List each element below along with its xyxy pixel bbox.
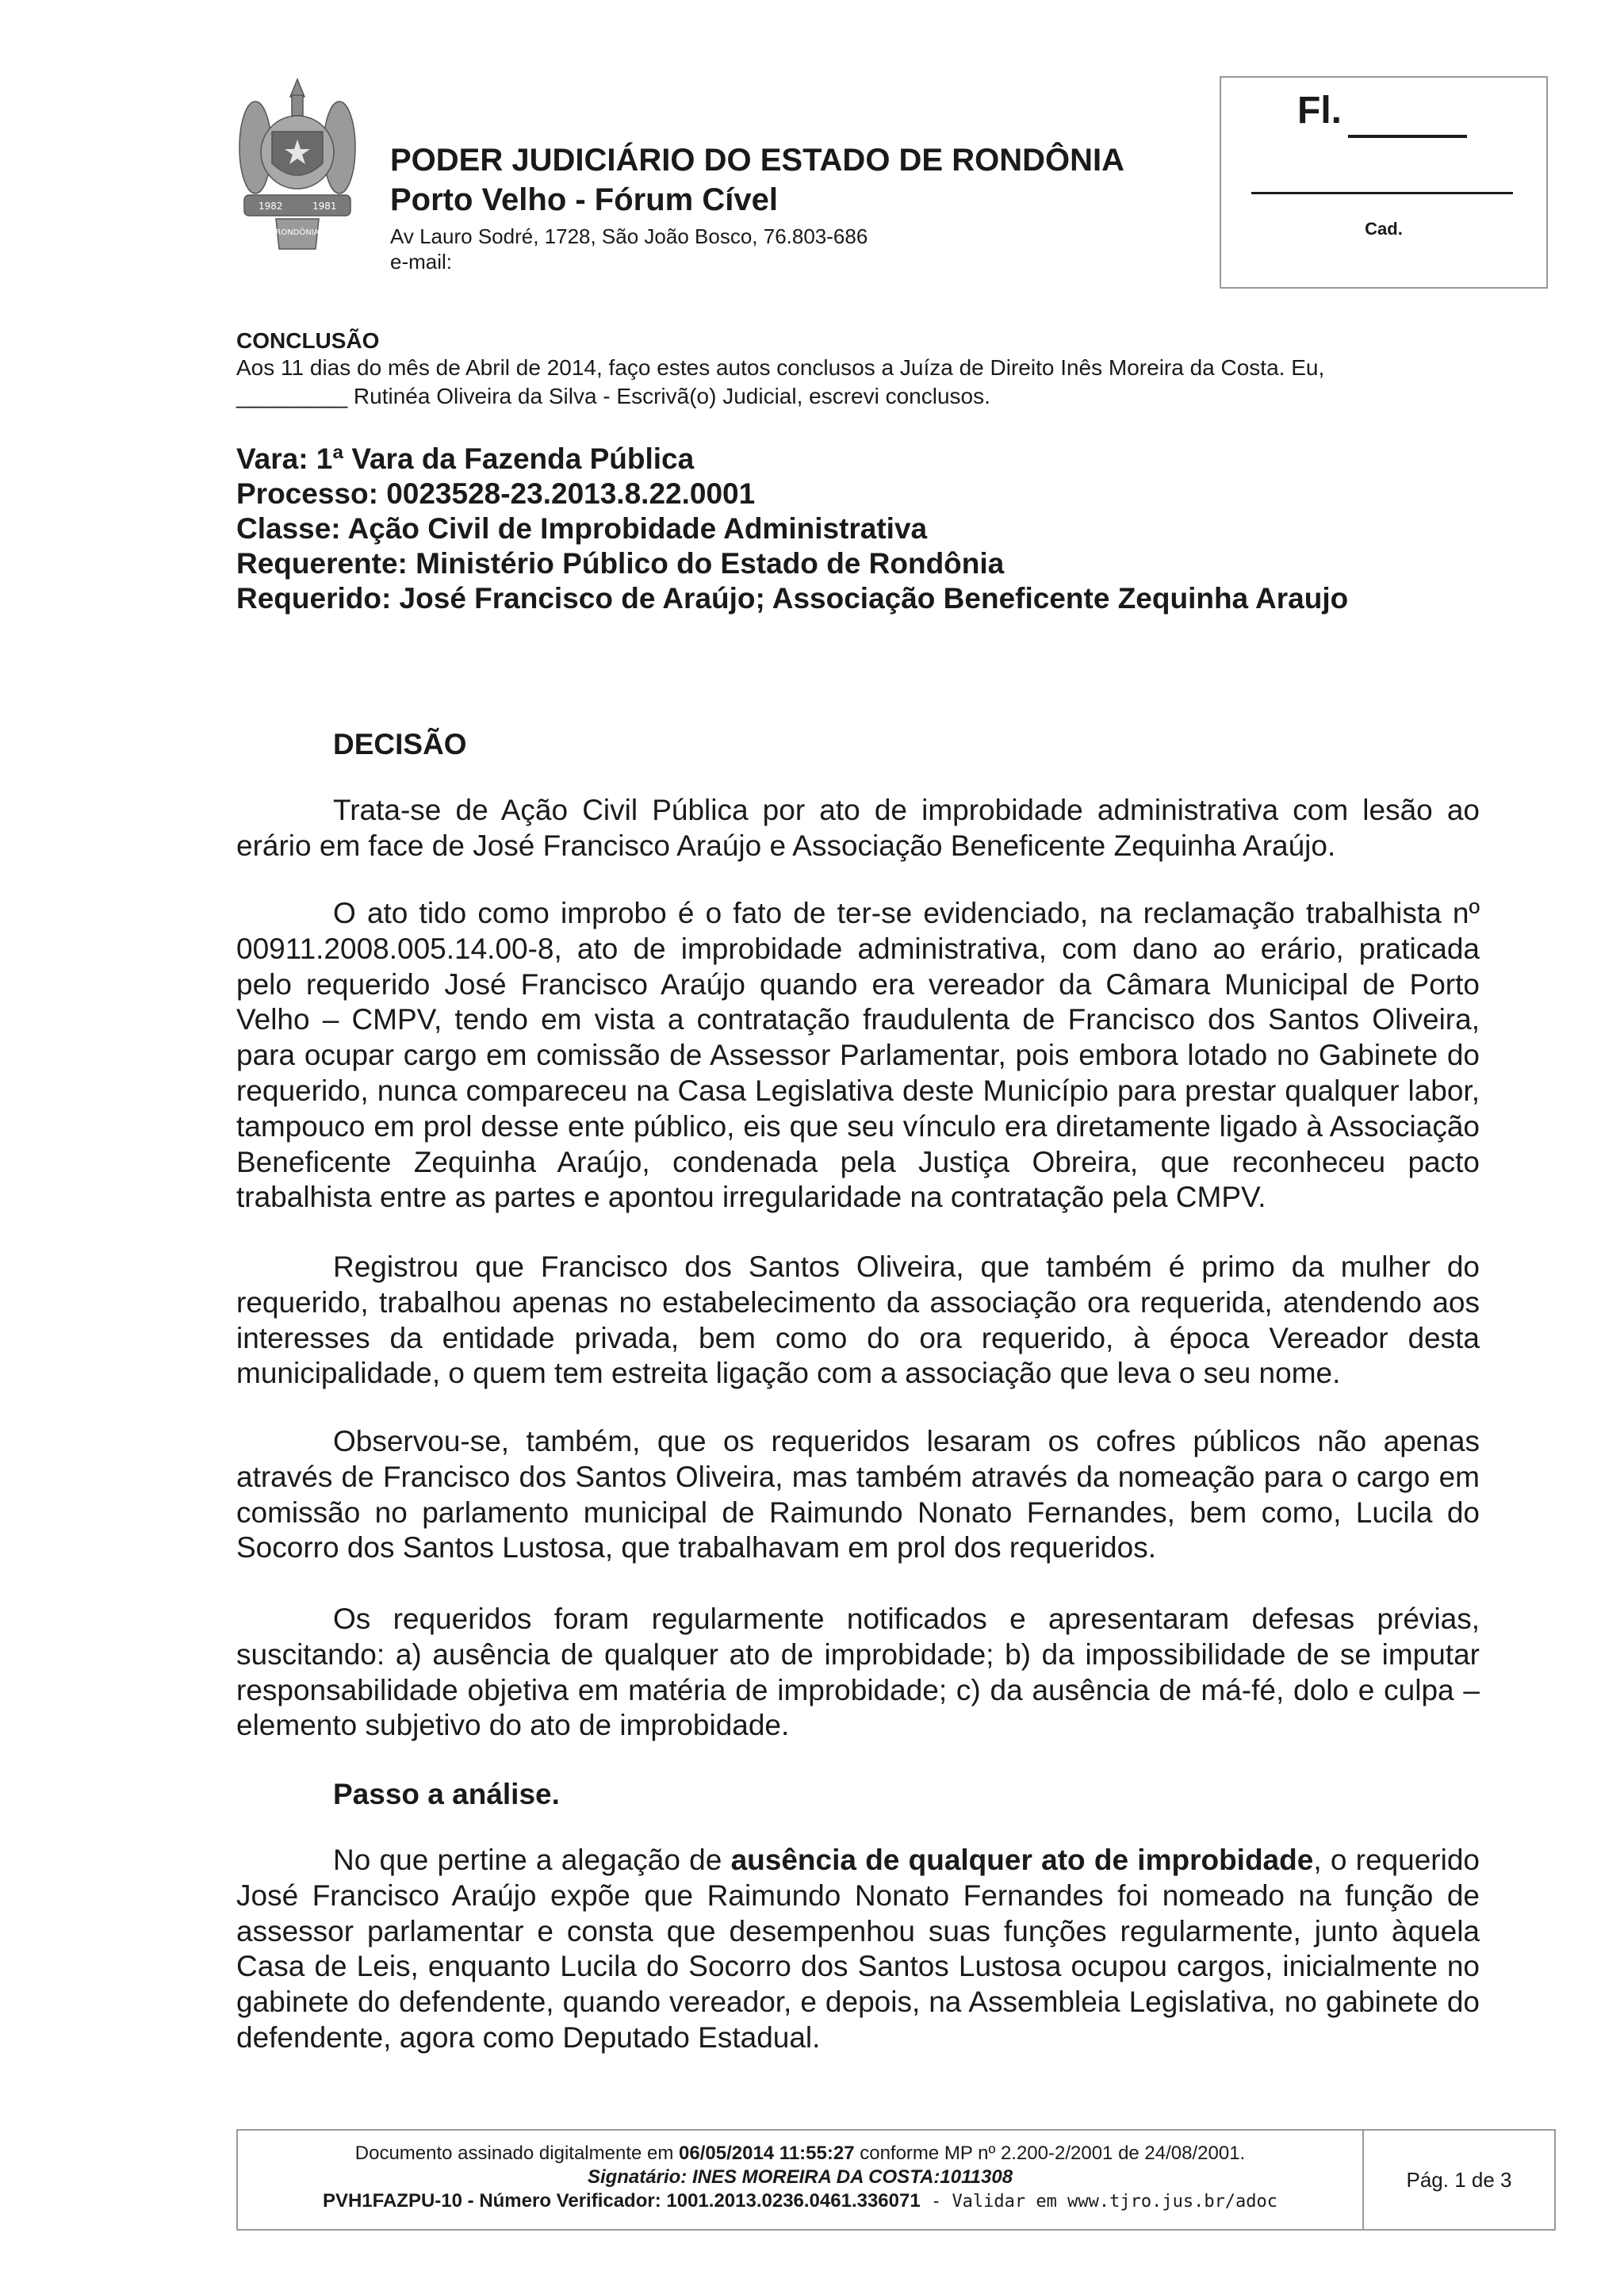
analysis-heading: Passo a análise. <box>333 1778 560 1810</box>
paragraph-3: Registrou que Francisco dos Santos Oliveira, que também é primo da mulher do requerido, trabalhou apenas no estabelecimento da associação ora requerida, atendendo aos interesses da entidade privada, bem como do ora requerido, à época Vereador desta municipalidade, o quem tem estreita ligação com a associação que leva o seu nome. <box>236 1250 1480 1390</box>
signature-line-1 <box>238 2142 1362 2166</box>
court-address: Av Lauro Sodré, 1728, São João Bosco, 76.803-686 <box>390 224 868 248</box>
court-forum: Porto Velho - Fórum Cível <box>390 182 778 217</box>
signature-footer <box>236 2129 1556 2231</box>
case-vara: Vara: 1ª Vara da Fazenda Pública <box>236 442 695 475</box>
paragraph-5: Os requeridos foram regularmente notificados e apresentaram defesas prévias, suscitando: a) ausência de qualquer ato de improbidade; b) da impossibilidade de se imputar responsabilidade objetiva em matéria de improbidade; c) da ausência de má-fé, dolo e culpa – elemento subjetivo do ato de improbidade. <box>236 1603 1480 1742</box>
paragraph-6-emphasis: ausência de qualquer ato de improbidade <box>730 1844 1314 1876</box>
fl-blank-line <box>1348 135 1467 138</box>
conclusao-title: CONCLUSÃO <box>236 328 380 353</box>
seal-year-right: 1981 <box>312 201 337 212</box>
paragraph-6-start: No que pertine a alegação de <box>333 1844 731 1876</box>
paragraph-4: Observou-se, também, que os requeridos lesaram os cofres públicos não apenas através de Francisco dos Santos Oliveira, mas também através da nomeação para o cargo em comissão no parlamento municipal de Raimundo Nonato Fernandes, bem como, Lucila do Socorro dos Santos Lustosa, que trabalhavam em prol dos requeridos. <box>236 1425 1480 1564</box>
signatory-name: Signatário: INES MOREIRA DA COSTA:1011308 <box>587 2166 1013 2188</box>
paragraph-6-end: , o requerido José Francisco Araújo expõe que Raimundo Nonato Fernandes foi nomeado na função de assessor parlamentar e consta que desempenhou suas funções regularmente, junto àquela Casa de Leis, enquanto Lucila do Socorro dos Santos Lustosa ocupou cargos, inicialmente no gabinete do defendente, quando vereador, e depois, na Assembleia Legislativa, no gabinete do defendente, agora como Deputado Estadual. <box>236 1844 1480 2054</box>
case-classe: Classe: Ação Civil de Improbidade Administrativa <box>236 512 928 545</box>
verifier-number: PVH1FAZPU-10 - Número Verificador: 1001.2013.0236.0461.336071 <box>322 2190 921 2212</box>
validation-link[interactable]: - Validar em www.tjro.jus.br/adoc <box>920 2192 1278 2212</box>
case-requerido: Requerido: José Francisco de Araújo; Associação Beneficente Zequinha Araujo <box>236 582 1349 615</box>
seal-year-left: 1982 <box>259 201 283 212</box>
signature-prefix: Documento assinado digitalmente em <box>354 2143 680 2164</box>
conclusao-text-2: _________ Rutinéa Oliveira da Silva - Escrivã(o) Judicial, escrevi conclusos. <box>236 384 990 408</box>
signature-suffix: conforme MP nº 2.200-2/2001 de 24/08/2001. <box>854 2143 1246 2164</box>
page-stamp-box <box>1220 76 1548 289</box>
court-email: e-mail: <box>390 250 453 274</box>
paragraph-6 <box>236 1843 1480 2056</box>
seal-label: RONDÔNIA <box>275 228 320 237</box>
signature-date: 06/05/2014 11:55:27 <box>679 2143 855 2164</box>
paragraph-2: O ato tido como improbo é o fato de ter-se evidenciado, na reclamação trabalhista nº 00911.2008.005.14.00-8, ato de improbidade administrativa, com dano ao erário, praticada pelo requerido José Francisco Araújo quando era vereador da Câmara Municipal de Porto Velho – CMPV, tendo em vista a contratação fraudulenta de Francisco dos Santos Oliveira, para ocupar cargo em comissão de Assessor Parlamentar, pois embora lotado no Gabinete do requerido, nunca compareceu na Casa Legislativa deste Município para prestar qualquer labor, tampouco em prol desse ente público, eis que seu vínculo era diretamente ligado à Associação Beneficente Zequinha Araújo, condenada pela Justiça Obreira, que reconheceu pacto trabalhista entre as partes e apontou irregularidade na contratação pela CMPV. <box>236 897 1480 1214</box>
cad-blank-line <box>1251 192 1513 194</box>
decision-heading: DECISÃO <box>333 728 467 760</box>
case-requerente: Requerente: Ministério Público do Estado de Rondônia <box>236 547 1005 580</box>
state-seal-logo <box>236 76 358 255</box>
signatory-line <box>238 2166 1362 2189</box>
case-processo: Processo: 0023528-23.2013.8.22.0001 <box>236 477 756 510</box>
conclusao-text-1: Aos 11 dias do mês de Abril de 2014, faço estes autos conclusos a Juíza de Direito Inês Moreira da Costa. Eu, <box>236 355 1325 380</box>
cad-label: Cad. <box>1365 219 1403 239</box>
signature-info <box>238 2131 1364 2229</box>
paragraph-1: Trata-se de Ação Civil Pública por ato de improbidade administrativa com lesão ao erário em face de José Francisco Araújo e Associação Beneficente Zequinha Araújo. <box>236 794 1480 862</box>
verifier-line <box>238 2189 1362 2214</box>
fl-label: Fl. <box>1297 90 1342 132</box>
court-name: PODER JUDICIÁRIO DO ESTADO DE RONDÔNIA <box>390 143 1124 178</box>
page-number: Pág. 1 de 3 <box>1406 2168 1512 2192</box>
